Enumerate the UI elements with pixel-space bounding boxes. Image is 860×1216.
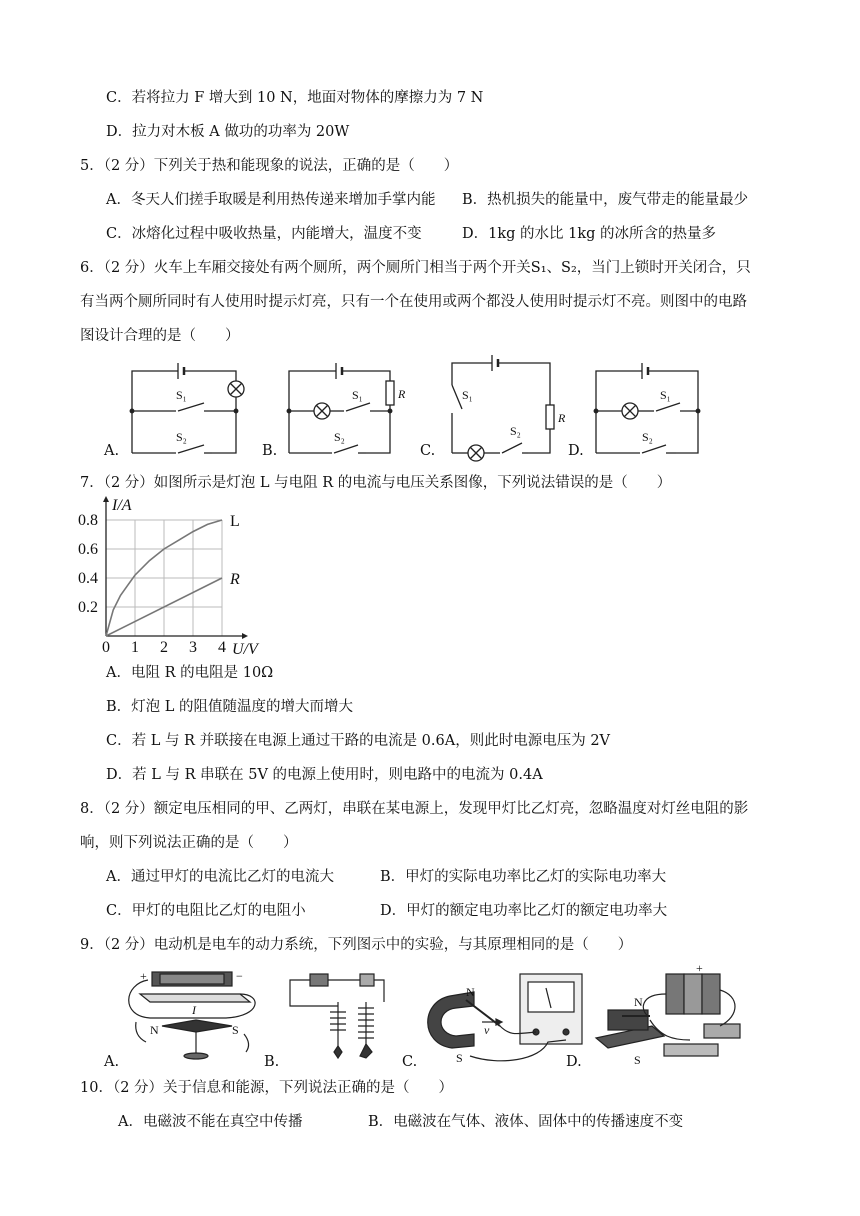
circuit-c: [452, 355, 554, 461]
q4-option-d: D．拉力对木板 A 做功的功率为 20W: [106, 124, 350, 140]
q5-option-a: A．冬天人们搓手取暖是利用热传递来增加手掌内能: [106, 192, 436, 208]
q8-option-d: D．甲灯的额定电功率比乙灯的额定电功率大: [380, 903, 668, 919]
q8-option-c: C．甲灯的电阻比乙灯的电阻小: [106, 903, 306, 919]
x-axis-arrow: [242, 633, 248, 639]
circuit-a-s1-label: S₁: [176, 388, 187, 402]
q8-option-b: B．甲灯的实际电功率比乙灯的实际电功率大: [380, 869, 667, 885]
circuit-b-s1-label: S₁: [352, 388, 363, 402]
chart-ticks: [78, 512, 226, 656]
q6-stem-line3: 图设计合理的是（ ）: [80, 328, 240, 344]
figure-a-s-pole: S: [232, 1023, 239, 1037]
q7-option-a: A．电阻 R 的电阻是 10Ω: [106, 665, 274, 681]
circuit-c-r-label: R: [558, 411, 566, 425]
figure-c-n-pole: N: [466, 985, 475, 999]
q8-stem-line2: 响，则下列说法正确的是（ ）: [80, 835, 298, 851]
figure-a-current: I: [192, 1003, 196, 1017]
x-tick-label: 0: [102, 639, 110, 656]
x-tick-label: 4: [218, 639, 226, 656]
circuit-d-s2-label: S₂: [642, 430, 653, 444]
q7-option-c: C．若 L 与 R 并联接在电源上通过干路的电流是 0.6A，则此时电源电压为 2V: [106, 733, 611, 749]
figure-d-s-pole: S: [634, 1053, 641, 1067]
x-axis-label: U/V: [232, 641, 258, 658]
circuit-a: [130, 363, 244, 453]
y-tick-label: 0.8: [78, 512, 98, 529]
q8-option-a: A．通过甲灯的电流比乙灯的电流大: [106, 869, 334, 885]
circuit-d-s1-label: S₁: [660, 388, 671, 402]
q6-stem-line2: 有当两个厕所同时有人使用时提示灯亮，只有一个在使用或两个都没人使用时提示灯不亮。则图中的电路: [80, 294, 747, 310]
q9-experiment-figures: [0, 960, 860, 1072]
q9-stem: 9．（2 分）电动机是电车的动力系统，下列图示中的实验，与其原理相同的是（ ）: [80, 937, 633, 953]
q6-label-d: D.: [568, 443, 584, 459]
y-axis-label: I/A: [112, 497, 132, 514]
series-label-L: L: [230, 513, 240, 530]
circuit-c-s1-label: S₁: [462, 388, 473, 402]
q7-option-d: D．若 L 与 R 串联在 5V 的电源上使用时，则电路中的电流为 0.4A: [106, 767, 543, 783]
circuit-b-s2-label: S₂: [334, 430, 345, 444]
q9-label-b: B.: [264, 1054, 280, 1070]
x-tick-label: 1: [131, 639, 139, 656]
q4-option-c: C．若将拉力 F 增大到 10 N，地面对物体的摩擦力为 7 N: [106, 90, 484, 106]
q10-option-b: B．电磁波在气体、液体、固体中的传播速度不变: [368, 1114, 684, 1130]
q7-stem: 7．（2 分）如图所示是灯泡 L 与电阻 R 的电流与电压关系图像，下列说法错误的是（ ）: [80, 475, 672, 491]
circuit-c-s2-label: S₂: [510, 424, 521, 438]
q9-label-c: C.: [402, 1054, 418, 1070]
figure-a-minus: −: [236, 969, 243, 983]
y-tick-label: 0.6: [78, 541, 98, 558]
circuit-a-s2-label: S₂: [176, 430, 187, 444]
figure-c-velocity: v: [484, 1023, 490, 1037]
y-tick-label: 0.2: [78, 599, 98, 616]
q7-option-b: B．灯泡 L 的阻值随温度的增大而增大: [106, 699, 354, 715]
iv-chart: [70, 496, 280, 662]
figure-a-n-pole: N: [150, 1023, 159, 1037]
q5-stem: 5．（2 分）下列关于热和能现象的说法，正确的是（ ）: [80, 158, 459, 174]
q6-stem-line1: 6．（2 分）火车上车厢交接处有两个厕所，两个厕所门相当于两个开关S₁、S₂，当门上锁时开关闭合，只: [80, 260, 751, 276]
figure-d-plus: +: [696, 961, 703, 975]
y-tick-label: 0.4: [78, 570, 98, 587]
figure-d-n-pole: N: [634, 995, 643, 1009]
chart-axes: [103, 496, 248, 639]
series-label-R: R: [230, 571, 240, 588]
q9-label-a: A.: [104, 1054, 120, 1070]
q5-option-c: C．冰熔化过程中吸收热量，内能增大，温度不变: [106, 226, 422, 242]
circuit-b-r-label: R: [398, 387, 406, 401]
q5-option-b: B．热机损失的能量中，废气带走的能量最少: [462, 192, 749, 208]
q9-label-d: D.: [566, 1054, 582, 1070]
x-tick-label: 2: [160, 639, 168, 656]
figure-a-plus: +: [140, 969, 147, 983]
y-axis-arrow: [103, 496, 109, 502]
figure-d-motor: [596, 974, 740, 1056]
figure-b-electromagnets: [290, 974, 384, 1058]
chart-grid: [106, 520, 222, 636]
figure-c-s-pole: S: [456, 1051, 463, 1065]
figure-c-induction: [428, 974, 582, 1061]
q6-label-a: A.: [104, 443, 120, 459]
q8-stem-line1: 8．（2 分）额定电压相同的甲、乙两灯，串联在某电源上，发现甲灯比乙灯亮，忽略温度对灯丝电阻的影: [80, 801, 749, 817]
q6-label-b: B.: [262, 443, 278, 459]
q6-label-c: C.: [420, 443, 436, 459]
x-tick-label: 3: [189, 639, 197, 656]
q5-option-d: D．1kg 的水比 1kg 的冰所含的热量多: [462, 226, 717, 242]
q10-option-a: A．电磁波不能在真空中传播: [118, 1114, 303, 1130]
q10-stem: 10．（2 分）关于信息和能源，下列说法正确的是（ ）: [80, 1080, 454, 1096]
